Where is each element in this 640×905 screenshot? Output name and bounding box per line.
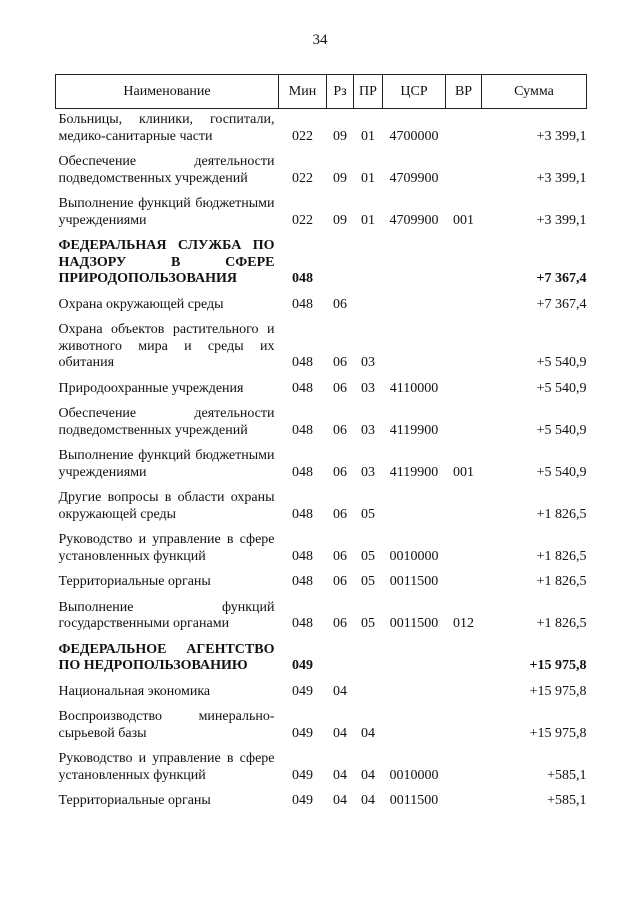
- cell-min: 048: [292, 506, 313, 522]
- cell-vr: [446, 487, 482, 529]
- header-vr: ВР: [446, 75, 482, 109]
- table-row: [56, 445, 587, 487]
- cell-rz: 09: [333, 212, 347, 228]
- cell-csr: [383, 706, 446, 748]
- cell-pr: 01: [361, 170, 375, 186]
- cell-vr: [446, 403, 482, 445]
- cell-rz: 06: [333, 296, 347, 312]
- cell-rz: [327, 235, 354, 294]
- table-row: [56, 681, 587, 707]
- cell-rz: 06: [333, 506, 347, 522]
- table-header-row: [56, 75, 587, 109]
- cell-vr: [446, 790, 482, 816]
- cell-vr: 001: [453, 212, 474, 228]
- cell-sum: +5 540,9: [536, 380, 587, 396]
- cell-pr: [354, 681, 383, 707]
- cell-min: 048: [292, 464, 313, 480]
- cell-min: 048: [292, 380, 313, 396]
- cell-sum: +3 399,1: [536, 170, 587, 186]
- cell-pr: 04: [361, 793, 375, 808]
- header-csr: ЦСР: [383, 75, 446, 109]
- cell-vr: [446, 151, 482, 193]
- table-row: [56, 748, 587, 790]
- cell-csr: 4119900: [389, 464, 439, 480]
- cell-name: Обеспечение деятельности подведомственных учреждений: [58, 154, 275, 186]
- cell-name: Выполнение функций бюджетными учреждениями: [58, 448, 275, 480]
- cell-rz: 06: [333, 616, 347, 631]
- cell-vr: 001: [453, 464, 474, 480]
- table-row: [56, 529, 587, 571]
- cell-sum: +1 826,5: [536, 616, 587, 631]
- cell-vr: [446, 319, 482, 378]
- cell-rz: 09: [333, 170, 347, 186]
- header-rz: Рз: [327, 75, 354, 109]
- cell-vr: [446, 748, 482, 790]
- cell-min: 022: [292, 212, 313, 228]
- table-row: [56, 790, 587, 816]
- cell-min: 022: [292, 170, 313, 186]
- cell-sum: +3 399,1: [536, 212, 587, 228]
- cell-name: ФЕДЕРАЛЬНОЕ АГЕНТСТВО ПО НЕДРОПОЛЬЗОВАНИЮ: [58, 641, 275, 673]
- cell-rz: 06: [333, 380, 347, 396]
- cell-rz: 06: [333, 355, 347, 370]
- page-number: 34: [312, 32, 328, 48]
- cell-vr: [446, 706, 482, 748]
- cell-csr: [383, 294, 446, 320]
- cell-csr: 0011500: [389, 793, 439, 808]
- cell-pr: 01: [361, 212, 375, 228]
- cell-name: Охрана окружающей среды: [58, 296, 224, 312]
- cell-rz: 06: [333, 574, 347, 589]
- table-row: [56, 294, 587, 320]
- cell-name: Обеспечение деятельности подведомственных учреждений: [58, 406, 275, 438]
- cell-pr: [354, 235, 383, 294]
- table-row: [56, 706, 587, 748]
- table-row: [56, 487, 587, 529]
- cell-min: 048: [292, 548, 313, 564]
- cell-vr: [446, 681, 482, 707]
- cell-csr: [383, 235, 446, 294]
- cell-sum: +5 540,9: [536, 422, 587, 438]
- cell-pr: 03: [361, 380, 375, 396]
- table-row: [56, 193, 587, 235]
- cell-min: 049: [292, 767, 313, 783]
- cell-min: 048: [292, 296, 313, 312]
- cell-name: ФЕДЕРАЛЬНАЯ СЛУЖБА ПО НАДЗОРУ В СФЕРЕ ПРИРОДОПОЛЬЗОВАНИЯ: [58, 238, 275, 286]
- table-row: [56, 378, 587, 404]
- cell-pr: 05: [361, 616, 375, 631]
- cell-min: 049: [292, 683, 313, 699]
- cell-csr: [383, 487, 446, 529]
- cell-rz: 06: [333, 548, 347, 564]
- budget-table: [55, 74, 587, 816]
- cell-vr: [446, 639, 482, 681]
- cell-sum: +15 975,8: [529, 658, 587, 673]
- cell-sum: +5 540,9: [536, 355, 587, 370]
- cell-csr: 0010000: [389, 548, 439, 564]
- cell-vr: [446, 529, 482, 571]
- header-min: Мин: [279, 75, 327, 109]
- cell-rz: 04: [333, 767, 347, 783]
- cell-sum: +585,1: [547, 793, 587, 808]
- cell-name: Воспроизводство минерально-сырьевой базы: [58, 709, 275, 741]
- cell-min: 048: [292, 355, 313, 370]
- cell-sum: +3 399,1: [536, 128, 587, 144]
- cell-csr: 0011500: [389, 574, 439, 589]
- cell-name: Больницы, клиники, госпитали, медико-санитарные части: [58, 112, 275, 144]
- cell-pr: 01: [361, 128, 375, 144]
- cell-csr: 0011500: [389, 616, 439, 631]
- cell-pr: 03: [361, 464, 375, 480]
- cell-csr: 4119900: [389, 422, 439, 438]
- cell-sum: +585,1: [547, 767, 587, 783]
- cell-name: Охрана объектов растительного и животного мира и среды их обитания: [58, 322, 275, 370]
- cell-sum: +1 826,5: [536, 506, 587, 522]
- cell-min: 048: [292, 616, 313, 631]
- cell-min: 048: [292, 422, 313, 438]
- table-row: [56, 403, 587, 445]
- cell-min: 048: [292, 271, 313, 286]
- cell-sum: +7 367,4: [536, 271, 587, 286]
- cell-rz: 09: [333, 128, 347, 144]
- cell-rz: 04: [333, 725, 347, 741]
- cell-pr: 04: [361, 767, 375, 783]
- cell-min: 049: [292, 658, 313, 673]
- table-row: [56, 639, 587, 681]
- cell-name: Территориальные органы: [58, 574, 211, 589]
- cell-sum: +15 975,8: [529, 683, 587, 699]
- cell-name: Природоохранные учреждения: [58, 380, 244, 396]
- table-row: [56, 571, 587, 597]
- cell-name: Национальная экономика: [58, 683, 211, 699]
- cell-rz: 06: [333, 422, 347, 438]
- cell-pr: [354, 639, 383, 681]
- cell-name: Руководство и управление в сфере установленных функций: [58, 532, 275, 564]
- cell-csr: 4709900: [389, 170, 439, 186]
- cell-name: Выполнение функций государственными органами: [58, 599, 275, 631]
- cell-csr: [383, 319, 446, 378]
- cell-min: 022: [292, 128, 313, 144]
- cell-vr: [446, 294, 482, 320]
- cell-vr: [446, 235, 482, 294]
- cell-sum: +1 826,5: [536, 574, 587, 589]
- table-row: [56, 109, 587, 152]
- header-pr: ПР: [354, 75, 383, 109]
- cell-sum: +7 367,4: [536, 296, 587, 312]
- cell-rz: 06: [333, 464, 347, 480]
- cell-csr: 4110000: [389, 380, 439, 396]
- cell-rz: 04: [333, 683, 347, 699]
- table-row: [56, 151, 587, 193]
- cell-vr: 012: [453, 616, 474, 631]
- cell-sum: +15 975,8: [529, 725, 587, 741]
- cell-csr: 4700000: [389, 128, 439, 144]
- cell-pr: 05: [361, 574, 375, 589]
- cell-min: 049: [292, 793, 313, 808]
- cell-name: Руководство и управление в сфере установленных функций: [58, 751, 275, 783]
- header-name: Наименование: [56, 75, 279, 109]
- header-sum: Сумма: [482, 75, 587, 109]
- cell-rz: 04: [333, 793, 347, 808]
- cell-pr: 03: [361, 355, 375, 370]
- cell-sum: +1 826,5: [536, 548, 587, 564]
- cell-csr: [383, 681, 446, 707]
- cell-pr: 04: [361, 725, 375, 741]
- cell-csr: [383, 639, 446, 681]
- cell-pr: 03: [361, 422, 375, 438]
- cell-min: 049: [292, 725, 313, 741]
- cell-min: 048: [292, 574, 313, 589]
- cell-csr: 0010000: [389, 767, 439, 783]
- cell-name: Другие вопросы в области охраны окружающей среды: [58, 490, 275, 522]
- table-row: [56, 597, 587, 639]
- cell-csr: 4709900: [389, 212, 439, 228]
- cell-rz: [327, 639, 354, 681]
- cell-vr: [446, 378, 482, 404]
- cell-vr: [446, 109, 482, 152]
- cell-pr: [354, 294, 383, 320]
- cell-pr: 05: [361, 548, 375, 564]
- cell-name: Территориальные органы: [58, 793, 211, 808]
- cell-pr: 05: [361, 506, 375, 522]
- cell-sum: +5 540,9: [536, 464, 587, 480]
- cell-name: Выполнение функций бюджетными учреждениями: [58, 196, 275, 228]
- table-row: [56, 235, 587, 294]
- table-row: [56, 319, 587, 378]
- cell-vr: [446, 571, 482, 597]
